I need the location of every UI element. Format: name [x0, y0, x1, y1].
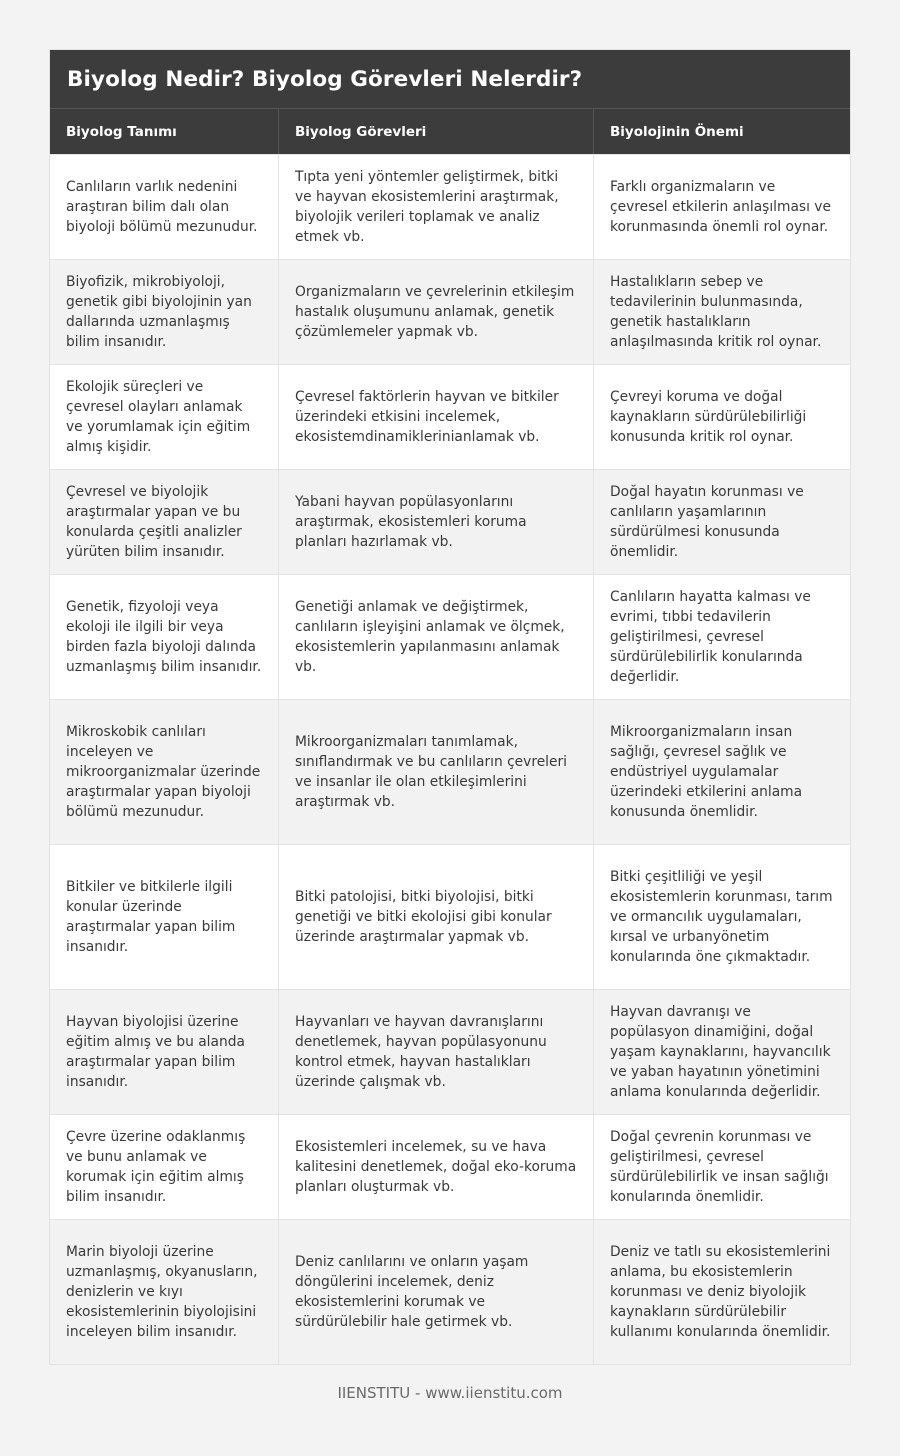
table-row [50, 844, 850, 989]
table-cell: Doğal hayatın korunması ve canlıların yaşamlarının sürdürülmesi konusunda önemlidir. [593, 469, 850, 574]
table-cell: Deniz ve tatlı su ekosistemlerini anlama, bu ekosistemlerin korunması ve deniz biyolojik kaynakların sürdürülebilir kullanımı konularında önemlidir. [593, 1219, 850, 1364]
column-header-duties: Biyolog Görevleri [278, 109, 593, 154]
table-cell: Ekosistemleri incelemek, su ve hava kalitesini denetlemek, doğal eko-koruma planları oluşturmak vb. [278, 1114, 593, 1219]
table-cell: Bitki patolojisi, bitki biyolojisi, bitki genetiği ve bitki ekolojisi gibi konular üzerinde araştırmalar yapmak vb. [278, 844, 593, 989]
table-cell: Çevre üzerine odaklanmış ve bunu anlamak ve korumak için eğitim almış bilim insanıdır. [50, 1114, 278, 1219]
table-cell: Deniz canlılarını ve onların yaşam döngülerini incelemek, deniz ekosistemlerini korumak ve sürdürülebilir hale getirmek vb. [278, 1219, 593, 1364]
table-cell: Mikroorganizmaları tanımlamak, sınıflandırmak ve bu canlıların çevreleri ve insanlar ile olan etkileşimlerini araştırmak vb. [278, 699, 593, 844]
table-cell: Ekolojik süreçleri ve çevresel olayları anlamak ve yorumlamak için eğitim almış kişidir. [50, 364, 278, 469]
column-header-definition: Biyolog Tanımı [66, 123, 177, 140]
table-cell: Çevresel faktörlerin hayvan ve bitkiler üzerindeki etkisini incelemek, ekosistemdinamiklerinianlamak vb. [278, 364, 593, 469]
table-row [50, 989, 850, 1114]
table-cell: Hayvanları ve hayvan davranışlarını denetlemek, hayvan popülasyonunu kontrol etmek, hayvan hastalıkları üzerinde çalışmak vb. [278, 989, 593, 1114]
table-cell: Mikroskobik canlıları inceleyen ve mikroorganizmalar üzerinde araştırmalar yapan biyoloji bölümü mezunudur. [50, 699, 278, 844]
table-cell: Canlıların varlık nedenini araştıran bilim dalı olan biyoloji bölümü mezunudur. [50, 154, 278, 259]
table-cell: Hayvan biyolojisi üzerine eğitim almış ve bu alanda araştırmalar yapan bilim insanıdır. [50, 989, 278, 1114]
table-cell: Genetik, fizyoloji veya ekoloji ile ilgili bir veya birden fazla biyoloji dalında uzmanlaşmış bilim insanıdır. [50, 574, 278, 699]
footer-credit: IIENSTITU - www.iienstitu.com [337, 1384, 563, 1402]
table-header [50, 108, 850, 154]
table-row [50, 1114, 850, 1219]
table-cell: Marin biyoloji üzerine uzmanlaşmış, okyanusların, denizlerin ve kıyı ekosistemlerinin biyolojisini inceleyen bilim insanıdır. [50, 1219, 278, 1364]
table-cell: Organizmaların ve çevrelerinin etkileşim hastalık oluşumunu anlamak, genetik çözümlemeler yapmak vb. [278, 259, 593, 364]
table-cell: Doğal çevrenin korunması ve geliştirilmesi, çevresel sürdürülebilirlik ve insan sağlığı konularında önemlidir. [593, 1114, 850, 1219]
content-card [50, 50, 850, 1364]
table-row [50, 364, 850, 469]
table-cell: Canlıların hayatta kalması ve evrimi, tıbbi tedavilerin geliştirilmesi, çevresel sürdürülebilirlik konularında değerlidir. [593, 574, 850, 699]
table-cell: Hastalıkların sebep ve tedavilerinin bulunmasında, genetik hastalıkların anlaşılmasında kritik rol oynar. [593, 259, 850, 364]
table-cell: Bitkiler ve bitkilerle ilgili konular üzerinde araştırmalar yapan bilim insanıdır. [50, 844, 278, 989]
table-cell: Çevresel ve biyolojik araştırmalar yapan ve bu konularda çeşitli analizler yürüten bilim insanıdır. [50, 469, 278, 574]
table-cell: Çevreyi koruma ve doğal kaynakların sürdürülebilirliği konusunda kritik rol oynar. [593, 364, 850, 469]
table-row [50, 574, 850, 699]
table-cell: Yabani hayvan popülasyonlarını araştırmak, ekosistemleri koruma planları hazırlamak vb. [278, 469, 593, 574]
table-row [50, 469, 850, 574]
table-cell: Tıpta yeni yöntemler geliştirmek, bitki ve hayvan ekosistemlerini araştırmak, biyolojik verileri toplamak ve analiz etmek vb. [278, 154, 593, 259]
table-row [50, 154, 850, 259]
table-cell: Genetiği anlamak ve değiştirmek, canlıların işleyişini anlamak ve ölçmek, ekosistemlerin yapılanmasını anlamak vb. [278, 574, 593, 699]
table-cell: Farklı organizmaların ve çevresel etkilerin anlaşılması ve korunmasında önemli rol oynar. [593, 154, 850, 259]
table-cell: Hayvan davranışı ve popülasyon dinamiğini, doğal yaşam kaynaklarını, hayvancılık ve yaban hayatının yönetimini anlama konularında değerlidir. [593, 989, 850, 1114]
column-header-importance: Biyolojinin Önemi [593, 109, 850, 154]
table-cell: Biyofizik, mikrobiyoloji, genetik gibi biyolojinin yan dallarında uzmanlaşmış bilim insanıdır. [50, 259, 278, 364]
table-row [50, 1219, 850, 1364]
table-cell: Mikroorganizmaların insan sağlığı, çevresel sağlık ve endüstriyel uygulamalar üzerindeki etkilerini anlama konusunda önemlidir. [593, 699, 850, 844]
table-row [50, 259, 850, 364]
table-row [50, 699, 850, 844]
page-title: Biyolog Nedir? Biyolog Görevleri Nelerdir? [50, 50, 850, 108]
table-cell: Bitki çeşitliliği ve yeşil ekosistemlerin korunması, tarım ve ormancılık uygulamaları, kırsal ve urbanyönetim konularında öne çıkmaktadır. [593, 844, 850, 989]
